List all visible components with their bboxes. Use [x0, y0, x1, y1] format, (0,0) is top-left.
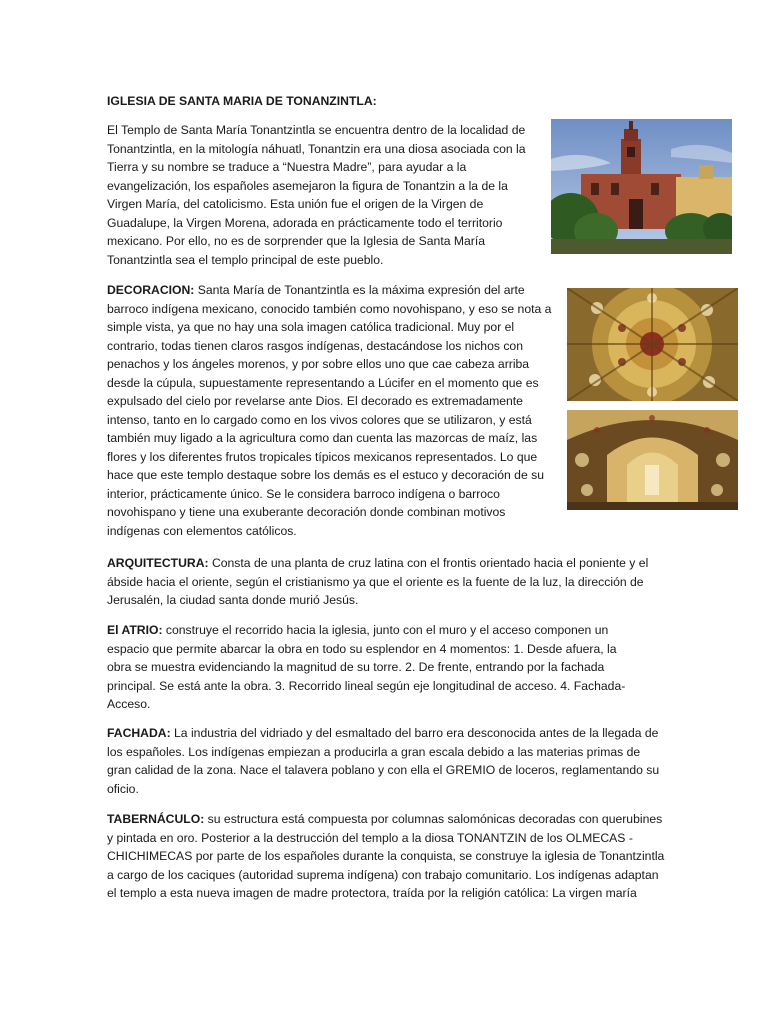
- fachada-text: La industria del vidriado y del esmaltado del barro era desconocida antes de la llegada de los españoles. Los indígenas empiezan a producirla a gran escala debido a las materias primas de gran calidad de la zona. Nace el talavera poblano y con ella el GREMIO de loceros, reglamentando su oficio.: [107, 726, 660, 796]
- arquitectura-text: Consta de una planta de cruz latina con el frontis orientado hacia el poniente y el ábside hacia el oriente, según el cristianismo ya que el oriente es la fuente de la luz, la dirección de Jerusalén, la ciudad santa donde murió Jesús.: [107, 556, 649, 607]
- tabernaculo-text: su estructura está compuesta por columnas salomónicas decoradas con querubines y pintada en oro. Posterior a la destrucción del templo a la diosa TONANTZIN de los OLMECAS - CHICHIMECAS por parte de los españoles durante la conquista, se construye la iglesia de Tonantzintla a cargo de los caciques (autoridad suprema indígena) con trabajo comunitario. Los indígenas adaptan el templo a esta nueva imagen de madre protectora, traída por la religión católica: La virgen maría: [107, 812, 665, 900]
- atrio-heading: El ATRIO:: [107, 623, 163, 637]
- document-title: IGLESIA DE SANTA MARIA DE TONANZINTLA:: [107, 94, 377, 108]
- tabernaculo-paragraph: [107, 810, 667, 903]
- arquitectura-heading: ARQUITECTURA:: [107, 556, 209, 570]
- interior-nave-photo: [567, 410, 738, 510]
- church-exterior-photo: [551, 119, 732, 254]
- decoracion-heading: DECORACION:: [107, 283, 195, 297]
- arquitectura-paragraph: [107, 554, 667, 610]
- atrio-paragraph: [107, 621, 637, 714]
- decoracion-text: Santa María de Tonantzintla es la máxima expresión del arte barroco indígena mexicano, conocido también como novohispano, y eso se nota a simple vista, ya que no hay una sola imagen católica tradicional. Muy por el contrario, todas tienen claros rasgos indígenas, destacándose los nichos con penachos y los ángeles morenos, y por sobre ellos uno que cae cabeza arriba desde la cúpula, supuestamente representando a Lúcifer en el momento que es expulsado del cielo por revelarse ante Dios. El decorado es extremadamente intenso, tanto en lo cargado como en los vivos colores que se utilizaron, y está también muy ligado a la agricultura como dan cuenta las mazorcas de maíz, las flores y los diferentes frutos tropicales típicos mexicanos representados. Lo que hace que este templo destaque sobre los demás es el estuco y decoración de su interior, prácticamente único. Se le considera barroco indígena o barroco novohispano y tiene una exuberante decoración donde combinan motivos indígenas con elementos católicos.: [107, 283, 552, 538]
- dome-ornament-photo: [567, 288, 738, 401]
- atrio-text: construye el recorrido hacia la iglesia, junto con el muro y el acceso componen un espacio que permite abarcar la obra en todo su esplendor en 4 momentos: 1. Desde afuera, la obra se muestra evidenciando la magnitud de su torre. 2. De frente, entrando por la fachada principal. Se está ante la obra. 3. Recorrido lineal según eje longitudinal de acceso. 4. Fachada-Acceso.: [107, 623, 626, 711]
- fachada-heading: FACHADA:: [107, 726, 171, 740]
- decoracion-paragraph: [107, 281, 559, 540]
- tabernaculo-heading: TABERNÁCULO:: [107, 812, 205, 826]
- intro-paragraph: El Templo de Santa María Tonantzintla se encuentra dentro de la localidad de Tonantzintla, en la mitología náhuatl, Tonantzin era una diosa asociada con la Tierra y su nombre se traduce a “Nuestra Madre”, para ayudar a la evangelización, los españoles asemejaron la figura de Tonantzin a la de la Virgen María, del catolicismo. Esta unión fue el origen de la Virgen de Guadalupe, la Virgen Morena, adorada en prácticamente todo el territorio mexicano. Por ello, no es de sorprender que la Iglesia de Santa María Tonantzintla sea el templo principal de este pueblo.: [107, 123, 526, 267]
- fachada-paragraph: [107, 724, 667, 798]
